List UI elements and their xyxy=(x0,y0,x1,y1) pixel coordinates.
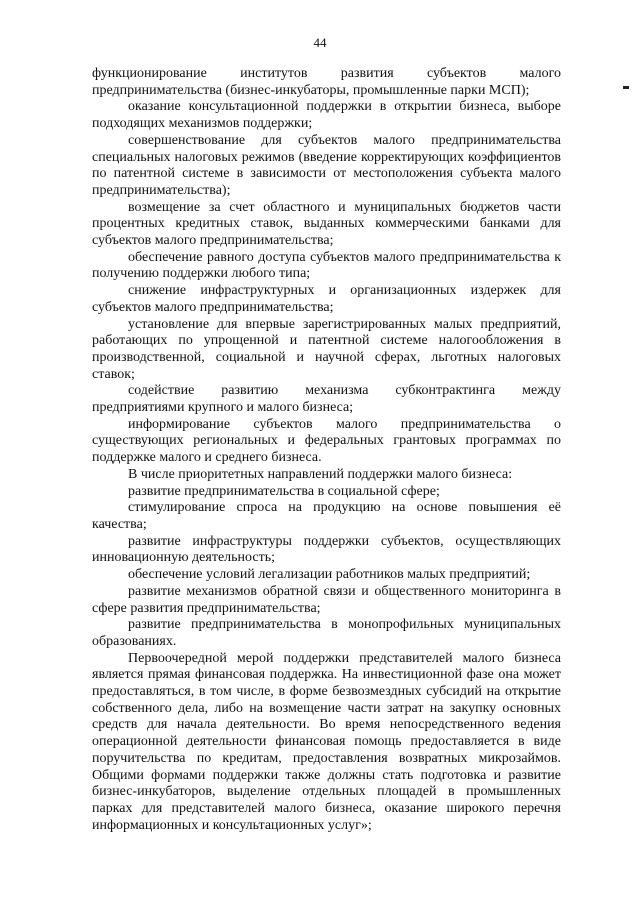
paragraph: возмещение за счет областного и муниципальных бюджетов части процентных кредитных ставок, выданных коммерческими банками для субъектов малого предпринимательства; xyxy=(92,199,561,249)
corner-mark xyxy=(623,86,629,89)
paragraph: развитие предпринимательства в монопрофильных муниципальных образованиях. xyxy=(92,617,561,649)
paragraph: совершенствование для субъектов малого предпринимательства специальных налоговых режимов (введение корректирующих коэффициентов по патентной системе в зависимости от местоположения субъекта малого предпринимательства); xyxy=(92,132,561,198)
page-number: 44 xyxy=(313,35,327,50)
paragraph: В числе приоритетных направлений поддержки малого бизнеса: xyxy=(128,466,513,482)
paragraph: оказание консультационной поддержки в открытии бизнеса, выборе подходящих механизмов поддержки; xyxy=(92,99,561,132)
paragraph: развитие инфраструктуры поддержки субъектов, осуществляющих инновационную деятельность; xyxy=(92,533,561,566)
paragraph: содействие развитию механизма субконтрактинга между предприятиями крупного и малого бизнеса; xyxy=(92,383,561,416)
paragraph: информирование субъектов малого предпринимательства о существующих региональных и федеральных грантовых программах по поддержке малого и среднего бизнеса. xyxy=(92,416,561,466)
paragraph: установление для впервые зарегистрированных малых предприятий, работающих по упрощенной и патентной системе налогообложения в производственной, социальной и научной сферах, льготных налоговых ставок; xyxy=(92,316,561,382)
paragraph: развитие предпринимательства в социальной сфере; xyxy=(128,483,440,499)
document-body xyxy=(92,66,561,834)
paragraph: развитие механизмов обратной связи и общественного мониторинга в сфере развития предпринимательства; xyxy=(92,583,561,616)
paragraph: стимулирование спроса на продукцию на основе повышения её качества; xyxy=(92,500,561,532)
paragraph: снижение инфраструктурных и организационных издержек для субъектов малого предпринимательства; xyxy=(92,283,561,315)
paragraph: обеспечение условий легализации работников малых предприятий; xyxy=(128,567,531,583)
paragraph: обеспечение равного доступа субъектов малого предпринимательства к получению поддержки любого типа; xyxy=(92,249,561,282)
paragraph: функционирование институтов развития субъектов малого предпринимательства (бизнес-инкубаторы, промышленные парки МСП); xyxy=(92,66,561,98)
paragraph: Первоочередной мерой поддержки представителей малого бизнеса является прямая финансовая поддержка. На инвестиционной фазе она может предоставляться, в том числе, в форме безвозмездных субсидий на открытие собственного дела, либо на возмещение части затрат на закупку основных средств для начала деятельности. Во время непосредственного ведения операционной деятельности финансовая помощь предоставляется в виде поручительства по кредитам, предоставления возвратных микрозаймов. Общими формами поддержки также должны стать подготовка и развитие бизнес-инкубаторов, выделение отдельных площадей в промышленных парках для представителей малого бизнеса, оказание широкого перечня информационных и консультационных услуг»; xyxy=(92,650,561,833)
